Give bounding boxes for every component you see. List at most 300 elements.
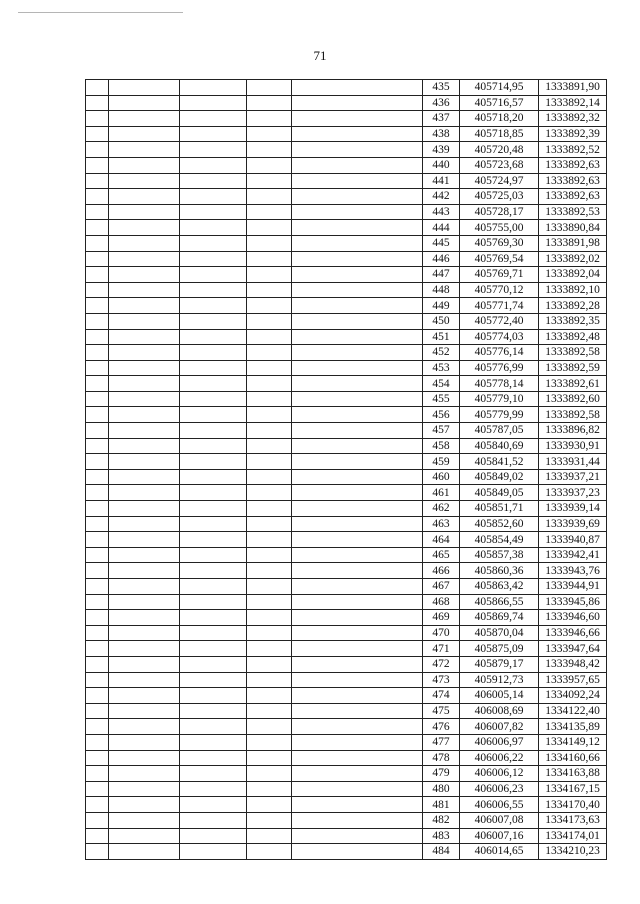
empty-cell (180, 220, 247, 236)
empty-cell (180, 516, 247, 532)
empty-cell (86, 797, 109, 813)
y-coordinate-cell: 1333892,58 (539, 407, 607, 423)
empty-cell (247, 750, 292, 766)
empty-cell (109, 298, 180, 314)
y-coordinate-cell: 1333892,58 (539, 345, 607, 361)
table-row (86, 80, 607, 96)
empty-cell (180, 80, 247, 96)
empty-cell (247, 251, 292, 267)
empty-cell (109, 282, 180, 298)
point-number-cell: 436 (423, 95, 460, 111)
empty-cell (180, 547, 247, 563)
empty-cell (109, 750, 180, 766)
empty-cell (292, 656, 423, 672)
x-coordinate-cell: 406014,65 (460, 844, 539, 860)
empty-cell (180, 750, 247, 766)
x-coordinate-cell: 405770,12 (460, 282, 539, 298)
y-coordinate-cell: 1333946,60 (539, 610, 607, 626)
empty-cell (180, 469, 247, 485)
table-row (86, 469, 607, 485)
empty-cell (180, 95, 247, 111)
table-row (86, 766, 607, 782)
y-coordinate-cell: 1333891,98 (539, 235, 607, 251)
empty-cell (180, 766, 247, 782)
y-coordinate-cell: 1334092,24 (539, 688, 607, 704)
empty-cell (292, 516, 423, 532)
empty-cell (292, 157, 423, 173)
empty-cell (292, 828, 423, 844)
table-body (86, 80, 607, 860)
empty-cell (109, 641, 180, 657)
empty-cell (247, 298, 292, 314)
y-coordinate-cell: 1333892,32 (539, 111, 607, 127)
top-rule (18, 12, 183, 13)
point-number-cell: 462 (423, 501, 460, 517)
empty-cell (292, 423, 423, 439)
y-coordinate-cell: 1333943,76 (539, 563, 607, 579)
empty-cell (86, 672, 109, 688)
x-coordinate-cell: 405769,54 (460, 251, 539, 267)
table-row (86, 641, 607, 657)
point-number-cell: 449 (423, 298, 460, 314)
empty-cell (109, 688, 180, 704)
point-number-cell: 473 (423, 672, 460, 688)
y-coordinate-cell: 1333892,35 (539, 313, 607, 329)
y-coordinate-cell: 1333948,42 (539, 656, 607, 672)
point-number-cell: 446 (423, 251, 460, 267)
table-row (86, 423, 607, 439)
empty-cell (86, 656, 109, 672)
empty-cell (86, 547, 109, 563)
empty-cell (180, 423, 247, 439)
empty-cell (86, 828, 109, 844)
empty-cell (109, 828, 180, 844)
empty-cell (247, 220, 292, 236)
point-number-cell: 459 (423, 454, 460, 470)
empty-cell (292, 407, 423, 423)
empty-cell (292, 204, 423, 220)
x-coordinate-cell: 405716,57 (460, 95, 539, 111)
empty-cell (180, 797, 247, 813)
empty-cell (86, 220, 109, 236)
empty-cell (86, 485, 109, 501)
empty-cell (180, 142, 247, 158)
x-coordinate-cell: 405728,17 (460, 204, 539, 220)
empty-cell (292, 329, 423, 345)
empty-cell (292, 95, 423, 111)
empty-cell (86, 688, 109, 704)
empty-cell (247, 485, 292, 501)
table-row (86, 282, 607, 298)
empty-cell (109, 438, 180, 454)
empty-cell (292, 594, 423, 610)
empty-cell (292, 610, 423, 626)
empty-cell (292, 812, 423, 828)
point-number-cell: 475 (423, 703, 460, 719)
empty-cell (180, 204, 247, 220)
empty-cell (247, 157, 292, 173)
y-coordinate-cell: 1333939,69 (539, 516, 607, 532)
empty-cell (86, 625, 109, 641)
table-row (86, 142, 607, 158)
empty-cell (180, 828, 247, 844)
table-row (86, 189, 607, 205)
empty-cell (292, 360, 423, 376)
table-row (86, 547, 607, 563)
table-row (86, 656, 607, 672)
table-row (86, 844, 607, 860)
point-number-cell: 440 (423, 157, 460, 173)
table-row (86, 703, 607, 719)
point-number-cell: 481 (423, 797, 460, 813)
table-row (86, 235, 607, 251)
empty-cell (109, 516, 180, 532)
empty-cell (292, 501, 423, 517)
x-coordinate-cell: 405860,36 (460, 563, 539, 579)
empty-cell (180, 173, 247, 189)
y-coordinate-cell: 1333890,84 (539, 220, 607, 236)
x-coordinate-cell: 405912,73 (460, 672, 539, 688)
empty-cell (180, 345, 247, 361)
empty-cell (109, 345, 180, 361)
empty-cell (86, 298, 109, 314)
empty-cell (86, 80, 109, 96)
empty-cell (86, 501, 109, 517)
empty-cell (109, 625, 180, 641)
point-number-cell: 474 (423, 688, 460, 704)
y-coordinate-cell: 1333892,10 (539, 282, 607, 298)
point-number-cell: 479 (423, 766, 460, 782)
empty-cell (86, 844, 109, 860)
empty-cell (109, 485, 180, 501)
x-coordinate-cell: 406006,22 (460, 750, 539, 766)
y-coordinate-cell: 1333892,02 (539, 251, 607, 267)
empty-cell (109, 734, 180, 750)
empty-cell (109, 360, 180, 376)
point-number-cell: 450 (423, 313, 460, 329)
empty-cell (292, 313, 423, 329)
empty-cell (247, 142, 292, 158)
x-coordinate-cell: 405852,60 (460, 516, 539, 532)
empty-cell (109, 703, 180, 719)
empty-cell (292, 469, 423, 485)
x-coordinate-cell: 405714,95 (460, 80, 539, 96)
x-coordinate-cell: 406008,69 (460, 703, 539, 719)
y-coordinate-cell: 1333947,64 (539, 641, 607, 657)
table-row (86, 95, 607, 111)
y-coordinate-cell: 1334135,89 (539, 719, 607, 735)
y-coordinate-cell: 1333892,59 (539, 360, 607, 376)
empty-cell (86, 516, 109, 532)
table-row (86, 454, 607, 470)
empty-cell (109, 220, 180, 236)
x-coordinate-cell: 405779,99 (460, 407, 539, 423)
empty-cell (86, 376, 109, 392)
point-number-cell: 438 (423, 126, 460, 142)
y-coordinate-cell: 1334122,40 (539, 703, 607, 719)
empty-cell (247, 641, 292, 657)
y-coordinate-cell: 1333892,53 (539, 204, 607, 220)
empty-cell (247, 501, 292, 517)
empty-cell (292, 376, 423, 392)
x-coordinate-cell: 406006,12 (460, 766, 539, 782)
x-coordinate-cell: 405769,30 (460, 235, 539, 251)
empty-cell (247, 594, 292, 610)
empty-cell (109, 126, 180, 142)
y-coordinate-cell: 1333946,66 (539, 625, 607, 641)
x-coordinate-cell: 406006,55 (460, 797, 539, 813)
y-coordinate-cell: 1333892,63 (539, 157, 607, 173)
empty-cell (292, 625, 423, 641)
empty-cell (247, 563, 292, 579)
empty-cell (292, 672, 423, 688)
empty-cell (109, 501, 180, 517)
y-coordinate-cell: 1333892,61 (539, 376, 607, 392)
table-row (86, 267, 607, 283)
table-row (86, 485, 607, 501)
point-number-cell: 470 (423, 625, 460, 641)
point-number-cell: 483 (423, 828, 460, 844)
empty-cell (86, 235, 109, 251)
point-number-cell: 480 (423, 781, 460, 797)
empty-cell (247, 329, 292, 345)
point-number-cell: 472 (423, 656, 460, 672)
empty-cell (109, 547, 180, 563)
empty-cell (247, 438, 292, 454)
empty-cell (292, 189, 423, 205)
empty-cell (180, 126, 247, 142)
y-coordinate-cell: 1333892,39 (539, 126, 607, 142)
x-coordinate-cell: 405863,42 (460, 579, 539, 595)
x-coordinate-cell: 405771,74 (460, 298, 539, 314)
empty-cell (109, 173, 180, 189)
empty-cell (86, 423, 109, 439)
empty-cell (180, 656, 247, 672)
empty-cell (247, 267, 292, 283)
point-number-cell: 482 (423, 812, 460, 828)
empty-cell (86, 126, 109, 142)
empty-cell (109, 376, 180, 392)
empty-cell (292, 734, 423, 750)
empty-cell (180, 111, 247, 127)
empty-cell (247, 189, 292, 205)
empty-cell (180, 594, 247, 610)
x-coordinate-cell: 405776,99 (460, 360, 539, 376)
coordinates-table (85, 79, 607, 860)
x-coordinate-cell: 405718,85 (460, 126, 539, 142)
table-row (86, 251, 607, 267)
x-coordinate-cell: 405851,71 (460, 501, 539, 517)
point-number-cell: 435 (423, 80, 460, 96)
empty-cell (86, 345, 109, 361)
point-number-cell: 468 (423, 594, 460, 610)
table-row (86, 750, 607, 766)
y-coordinate-cell: 1333944,91 (539, 579, 607, 595)
x-coordinate-cell: 406007,08 (460, 812, 539, 828)
table-row (86, 812, 607, 828)
empty-cell (247, 95, 292, 111)
empty-cell (86, 703, 109, 719)
empty-cell (292, 797, 423, 813)
empty-cell (86, 142, 109, 158)
point-number-cell: 466 (423, 563, 460, 579)
table-row (86, 501, 607, 517)
empty-cell (247, 345, 292, 361)
table-row (86, 625, 607, 641)
empty-cell (292, 126, 423, 142)
point-number-cell: 460 (423, 469, 460, 485)
empty-cell (247, 391, 292, 407)
empty-cell (86, 812, 109, 828)
empty-cell (247, 672, 292, 688)
x-coordinate-cell: 405779,10 (460, 391, 539, 407)
empty-cell (180, 251, 247, 267)
empty-cell (180, 329, 247, 345)
y-coordinate-cell: 1333892,60 (539, 391, 607, 407)
empty-cell (180, 360, 247, 376)
x-coordinate-cell: 405849,05 (460, 485, 539, 501)
empty-cell (86, 204, 109, 220)
table-row (86, 579, 607, 595)
table-row (86, 563, 607, 579)
empty-cell (247, 313, 292, 329)
y-coordinate-cell: 1333930,91 (539, 438, 607, 454)
empty-cell (247, 766, 292, 782)
empty-cell (292, 220, 423, 236)
empty-cell (109, 672, 180, 688)
empty-cell (180, 282, 247, 298)
empty-cell (247, 703, 292, 719)
y-coordinate-cell: 1333892,63 (539, 189, 607, 205)
point-number-cell: 477 (423, 734, 460, 750)
empty-cell (86, 173, 109, 189)
point-number-cell: 448 (423, 282, 460, 298)
empty-cell (247, 360, 292, 376)
empty-cell (247, 812, 292, 828)
empty-cell (292, 844, 423, 860)
y-coordinate-cell: 1333892,52 (539, 142, 607, 158)
empty-cell (109, 329, 180, 345)
y-coordinate-cell: 1333892,48 (539, 329, 607, 345)
empty-cell (109, 797, 180, 813)
empty-cell (180, 189, 247, 205)
y-coordinate-cell: 1333957,65 (539, 672, 607, 688)
empty-cell (109, 766, 180, 782)
empty-cell (86, 719, 109, 735)
empty-cell (109, 469, 180, 485)
x-coordinate-cell: 405869,74 (460, 610, 539, 626)
empty-cell (247, 828, 292, 844)
y-coordinate-cell: 1334149,12 (539, 734, 607, 750)
empty-cell (292, 750, 423, 766)
empty-cell (109, 812, 180, 828)
empty-cell (247, 625, 292, 641)
empty-cell (180, 563, 247, 579)
empty-cell (180, 703, 247, 719)
x-coordinate-cell: 405854,49 (460, 532, 539, 548)
empty-cell (109, 313, 180, 329)
empty-cell (247, 282, 292, 298)
empty-cell (86, 95, 109, 111)
empty-cell (109, 142, 180, 158)
empty-cell (109, 95, 180, 111)
x-coordinate-cell: 406005,14 (460, 688, 539, 704)
empty-cell (292, 282, 423, 298)
empty-cell (86, 454, 109, 470)
empty-cell (180, 391, 247, 407)
empty-cell (109, 532, 180, 548)
y-coordinate-cell: 1333892,28 (539, 298, 607, 314)
table-row (86, 298, 607, 314)
y-coordinate-cell: 1334210,23 (539, 844, 607, 860)
x-coordinate-cell: 405857,38 (460, 547, 539, 563)
table-row (86, 734, 607, 750)
empty-cell (247, 547, 292, 563)
empty-cell (180, 579, 247, 595)
empty-cell (109, 781, 180, 797)
empty-cell (247, 610, 292, 626)
empty-cell (180, 812, 247, 828)
empty-cell (247, 797, 292, 813)
point-number-cell: 453 (423, 360, 460, 376)
y-coordinate-cell: 1334160,66 (539, 750, 607, 766)
point-number-cell: 442 (423, 189, 460, 205)
empty-cell (180, 235, 247, 251)
table-row (86, 532, 607, 548)
empty-cell (247, 407, 292, 423)
point-number-cell: 451 (423, 329, 460, 345)
y-coordinate-cell: 1333942,41 (539, 547, 607, 563)
x-coordinate-cell: 405879,17 (460, 656, 539, 672)
empty-cell (292, 719, 423, 735)
empty-cell (86, 313, 109, 329)
table-row (86, 204, 607, 220)
empty-cell (292, 111, 423, 127)
point-number-cell: 464 (423, 532, 460, 548)
empty-cell (86, 189, 109, 205)
empty-cell (86, 157, 109, 173)
point-number-cell: 467 (423, 579, 460, 595)
point-number-cell: 454 (423, 376, 460, 392)
empty-cell (86, 391, 109, 407)
empty-cell (292, 563, 423, 579)
point-number-cell: 465 (423, 547, 460, 563)
x-coordinate-cell: 405720,48 (460, 142, 539, 158)
empty-cell (109, 454, 180, 470)
empty-cell (86, 111, 109, 127)
x-coordinate-cell: 406007,82 (460, 719, 539, 735)
empty-cell (86, 407, 109, 423)
table-row (86, 360, 607, 376)
point-number-cell: 444 (423, 220, 460, 236)
table-row (86, 376, 607, 392)
empty-cell (86, 267, 109, 283)
empty-cell (109, 189, 180, 205)
table-row (86, 610, 607, 626)
empty-cell (109, 391, 180, 407)
empty-cell (86, 329, 109, 345)
empty-cell (109, 111, 180, 127)
point-number-cell: 443 (423, 204, 460, 220)
empty-cell (86, 563, 109, 579)
y-coordinate-cell: 1334167,15 (539, 781, 607, 797)
empty-cell (292, 485, 423, 501)
point-number-cell: 484 (423, 844, 460, 860)
empty-cell (109, 563, 180, 579)
empty-cell (109, 844, 180, 860)
empty-cell (180, 672, 247, 688)
point-number-cell: 461 (423, 485, 460, 501)
